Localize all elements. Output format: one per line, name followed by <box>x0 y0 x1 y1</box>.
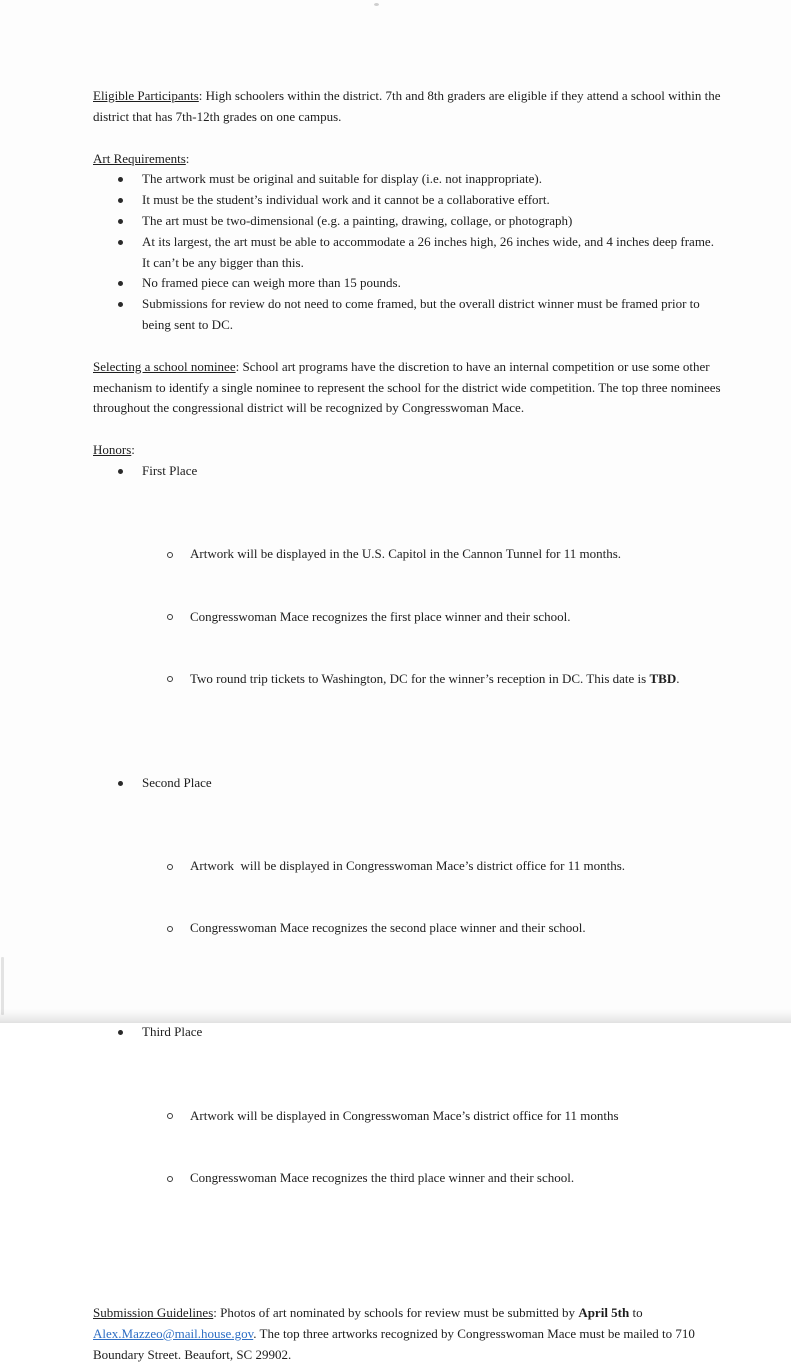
document-content <box>93 86 723 1365</box>
honors-list <box>93 461 723 1272</box>
honors-place-second <box>142 773 723 1023</box>
scan-bottom-band-artifact <box>0 1009 791 1023</box>
text-run: Artwork will be displayed in the U.S. Capitol in the Cannon Tunnel for 11 months. <box>190 546 622 562</box>
list-item: It must be the student’s individual work and it cannot be a collaborative effort. <box>142 190 723 211</box>
list-item: No framed piece can weigh more than 15 pounds. <box>142 273 723 294</box>
selecting-nominee-paragraph <box>93 357 723 419</box>
text-run: Two round trip tickets to Washington, DC for the winner’s reception in DC. This date is <box>190 670 650 686</box>
honors-section <box>93 440 723 1272</box>
heading-colon: : <box>131 442 135 458</box>
heading-text: Honors <box>93 442 132 458</box>
heading-text: Art Requirements <box>93 150 186 166</box>
honors-heading <box>93 440 723 461</box>
list-item <box>190 544 723 565</box>
list-item <box>190 607 723 628</box>
text-run: Congresswoman Mace recognizes the second place winner and their school. <box>190 920 586 936</box>
list-item: The artwork must be original and suitable for display (i.e. not inappropriate). <box>142 169 723 190</box>
honors-place-first <box>142 461 723 773</box>
text-run: : High schoolers within the district. 7th and 8th graders are eligible if they attend a school within the district that has 7th-12th grades on one campus. <box>93 88 724 124</box>
eligible-participants-paragraph <box>93 86 723 128</box>
heading-colon: : <box>185 150 190 166</box>
email-link[interactable]: Alex.Mazzeo@mail.house.gov <box>93 1325 254 1341</box>
list-item <box>190 856 723 877</box>
text-run: Artwork will be displayed in Congresswoman Mace’s district office for 11 months. <box>190 858 626 874</box>
art-requirements-section <box>93 149 723 336</box>
list-item <box>190 1168 723 1189</box>
list-item: The art must be two-dimensional (e.g. a painting, drawing, collage, or photograph) <box>142 211 723 232</box>
text-run: Submission Guidelines <box>93 1305 214 1321</box>
scan-left-edge-artifact <box>1 957 4 1015</box>
text-run: . <box>676 670 680 686</box>
third-place-sublist <box>142 1064 723 1230</box>
place-label: Third Place <box>142 1024 203 1040</box>
art-requirements-heading <box>93 149 723 170</box>
selecting-nominee-section <box>93 357 723 419</box>
text-run: : Photos of art nominated by schools for review must be submitted by <box>213 1305 579 1321</box>
first-place-sublist <box>142 503 723 732</box>
scan-speck-artifact <box>374 3 379 6</box>
place-label: First Place <box>142 462 198 478</box>
list-item <box>190 918 723 939</box>
art-requirements-list <box>93 169 723 335</box>
list-item: Submissions for review do not need to come framed, but the overall district winner must be framed prior to being sent to DC. <box>142 294 723 336</box>
place-label: Second Place <box>142 774 212 790</box>
submission-guidelines-section <box>93 1303 723 1365</box>
list-item: At its largest, the art must be able to accommodate a 26 inches high, 26 inches wide, and 4 inches deep frame. It can’t be any bigger than this. <box>142 232 723 274</box>
honors-place-third <box>142 1022 723 1272</box>
text-run: Congresswoman Mace recognizes the first place winner and their school. <box>190 608 571 624</box>
text-run: TBD <box>649 670 677 686</box>
submission-guidelines-paragraph <box>93 1303 723 1365</box>
text-run: Congresswoman Mace recognizes the third place winner and their school. <box>190 1170 575 1186</box>
text-run: . The top three artworks recognized by Congresswoman Mace must be mailed to 710 Boundary Street. Beaufort, SC 29902. <box>93 1325 699 1362</box>
text-run: : School art programs have the discretion to have an internal competition or use some other mechanism to identify a single nominee to represent the school for the district wide competition. The top three nominees throughout the congressional district will be recognized by Congresswoman Mace. <box>93 358 724 416</box>
text-run: to <box>629 1305 646 1321</box>
text-run: April 5th <box>578 1305 630 1321</box>
second-place-sublist <box>142 815 723 981</box>
list-item <box>190 1106 723 1127</box>
eligible-participants-section <box>93 86 723 128</box>
text-run: Artwork will be displayed in Congresswoman Mace’s district office for 11 months <box>190 1107 619 1123</box>
text-run: Selecting a school nominee <box>93 358 236 374</box>
list-item <box>190 669 723 690</box>
text-run: Eligible Participants <box>93 88 199 103</box>
